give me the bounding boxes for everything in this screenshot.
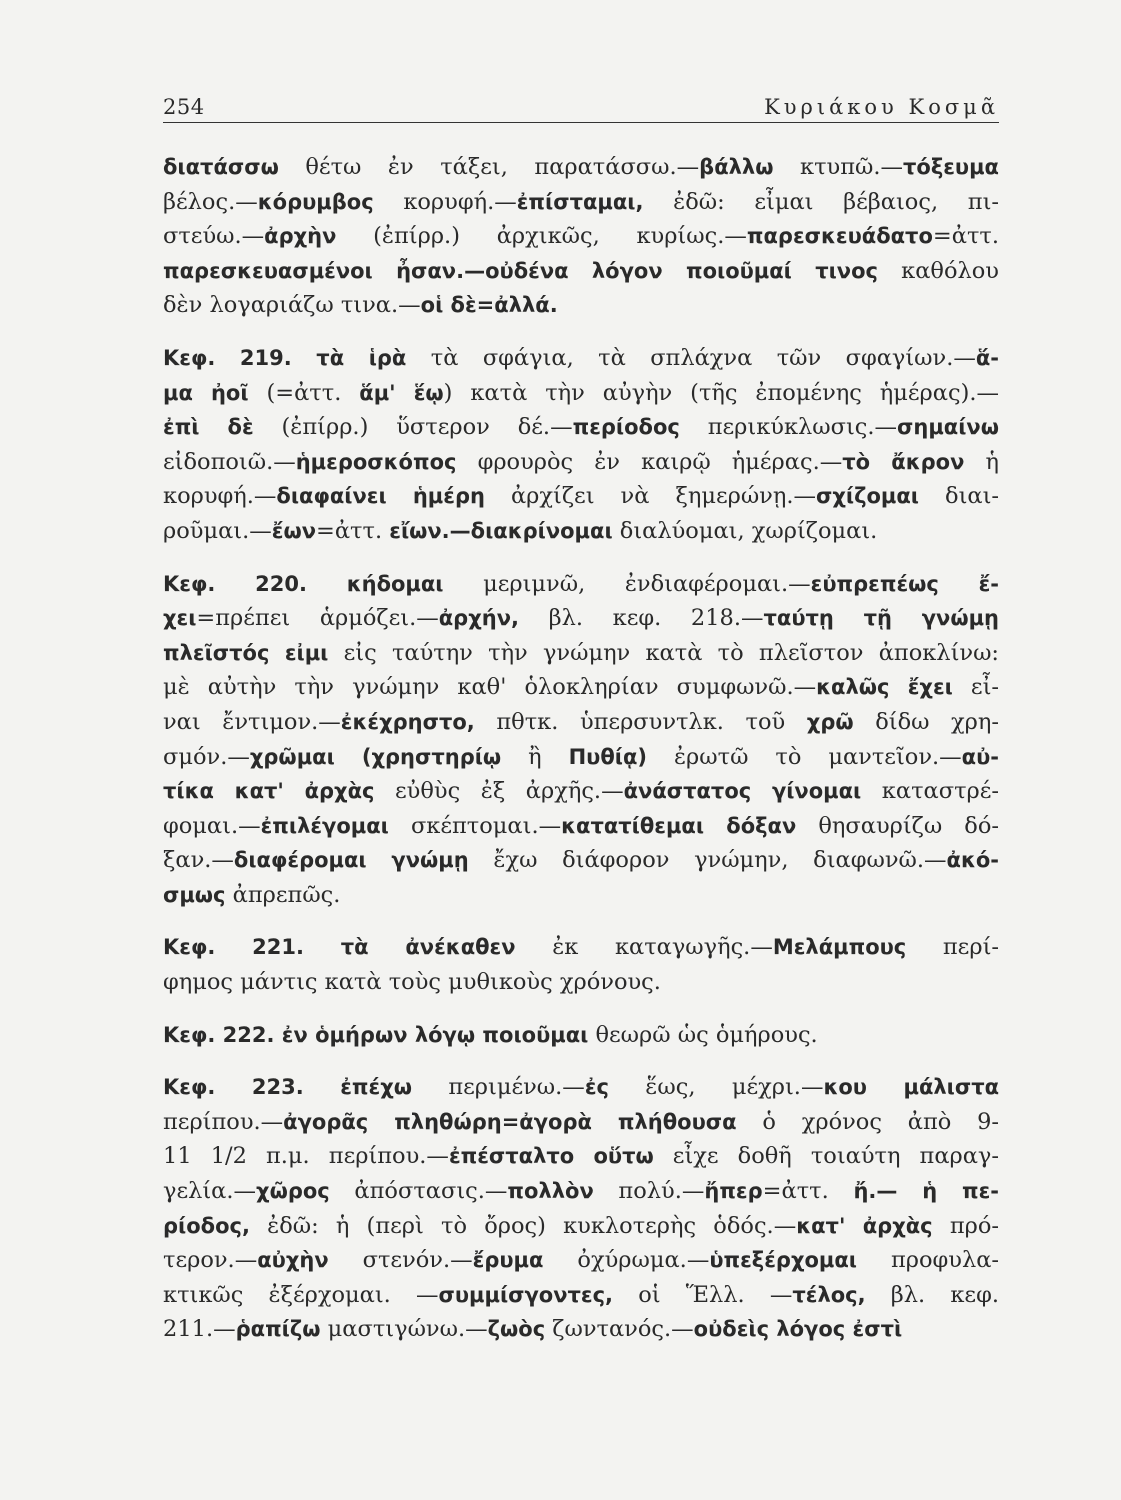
headword: Κεφ. 223. ἐπέχω [163,1075,412,1100]
gloss-text: ἔχω διάφορον γνώμην, διαφωνῶ.— [468,847,947,874]
text-line [163,288,999,323]
header-rule [163,122,999,123]
gloss-text: γελία.— [163,1178,257,1205]
gloss-text: ἀρχίζει νὰ ξημερώνῃ.— [484,483,816,510]
text-line [163,809,999,844]
paragraph-gap [163,549,999,567]
gloss-text: κτικῶς ἐξέρχομαι. — [163,1281,439,1308]
headword: κατ' ἀρχὰς [796,1213,933,1238]
headword: ἅμ' ἕῳ [359,380,444,405]
text-line [163,843,999,878]
gloss-text: ἡ [964,448,999,475]
gloss-text: φημος μάντις κατὰ τοὺς μυθικοὺς χρόνους. [163,969,661,996]
headword: Κεφ. 221. τὰ ἀνέκαθεν [163,935,516,960]
text-line [163,636,999,671]
gloss-text: ἢ [501,743,569,770]
gloss-text: περί- [906,934,999,961]
headword: σημαίνω [897,415,999,440]
headword: αὐ- [961,744,999,769]
gloss-text: σκέπτομαι.— [388,812,562,839]
gloss-text: μαστιγώνω.— [320,1316,488,1343]
gloss-text: θεωρῶ ὡς ὁμήρους. [588,1021,818,1048]
headword: ἀκό- [946,848,999,873]
gloss-text: εἶ- [952,674,999,701]
text-line [163,601,999,636]
headword: τίκα κατ' ἀρχὰς [163,779,375,804]
headword: οὐδεὶς λόγος ἐστὶ [693,1317,903,1342]
text-line [163,878,999,913]
gloss-text: φρουρὸς ἐν καιρῷ ἡμέρας.— [456,448,843,475]
gloss-text: (=ἀττ. [248,379,360,406]
text-line [163,185,999,220]
gloss-text: δὲν λογαριάζω τινα.— [163,292,421,319]
text-line [163,254,999,289]
gloss-text: κτυπῶ.— [773,154,903,180]
headword: κου μάλιστα [823,1075,999,1100]
headword: τόξευμα [902,155,999,179]
glossary-paragraph [163,341,999,549]
headword: Κεφ. 220. κήδομαι [163,571,444,596]
headword: ἅ- [975,345,999,370]
gloss-text: ξαν.— [163,847,234,874]
headword: ἀγορᾶς πληθώρη=ἀγορὰ πλήθουσα [283,1109,737,1134]
headword: ἐπὶ δὲ [163,415,254,440]
headword: εἴων.—διακρίνομαι [389,518,613,543]
headword: ὑπεξέρχομαι [709,1248,857,1273]
glossary-body [163,150,999,1347]
gloss-text: βέλος.— [163,188,258,215]
gloss-text: οἱ Ἕλλ. — [613,1281,793,1308]
gloss-text: εἶχε δοθῆ τοιαύτη παραγ- [653,1143,999,1170]
text-line [163,1174,999,1209]
paragraph-gap [163,1000,999,1018]
gloss-text: =ἀττ. [316,517,390,544]
headword: αὐχὴν [257,1248,329,1273]
gloss-text: πθτκ. ὑπερσυντλκ. τοῦ [474,708,807,735]
gloss-text: ἕως, μέχρι.— [608,1074,824,1101]
text-line [163,1105,999,1140]
gloss-text: ἀπρεπῶς. [225,881,341,908]
headword: ἐπίσταμαι, [516,189,644,214]
gloss-text: τερον.— [163,1247,258,1274]
gloss-text: εὐθὺς ἐξ ἀρχῆς.— [374,778,624,805]
gloss-text: βλ. κεφ. [865,1281,999,1308]
headword: Πυθίᾳ) [568,744,648,769]
gloss-text: ἐκ καταγωγῆς.— [515,934,773,961]
headword: ἔων [271,518,316,543]
gloss-text: καθόλου [877,257,999,284]
headword: ἔρυμα [472,1248,544,1273]
headword: διαφαίνει ἡμέρη [276,484,485,509]
headword: συμμίσγοντες, [438,1282,614,1307]
gloss-text: ναι ἔντιμον.— [163,708,341,735]
gloss-text: περιμένω.— [412,1074,585,1101]
glossary-paragraph [163,1018,999,1053]
text-line [163,1018,999,1053]
gloss-text: φομαι.— [163,812,261,839]
text-line [163,1070,999,1105]
headword: χῶρος [256,1179,330,1204]
running-title: Κυριάκου Κοσμᾶ [764,95,999,119]
text-line [163,705,999,740]
gloss-text: ἐδῶ: ἡ (περὶ τὸ ὄρος) κυκλοτερὴς ὁδός.— [249,1212,797,1239]
headword: ἐπιλέγομαι [260,813,389,838]
headword: ἀνάστατος γίνομαι [623,779,862,804]
text-line [163,774,999,809]
gloss-text: (ἐπίρρ.) ὕστερον δέ.— [253,414,573,441]
gloss-text: θέτω ἐν τάξει, παρατάσσω.— [278,154,700,180]
headword: Κεφ. 222. ἐν ὁμήρων λόγῳ ποιοῦμαι [163,1022,589,1047]
headword: ἐπέσταλτο οὕτω [448,1144,654,1169]
text-line [163,219,999,254]
gloss-text: =ἀττ. [932,223,999,250]
glossary-paragraph [163,567,999,913]
gloss-text: =ἀττ. [762,1178,854,1205]
gloss-text: ὁ χρόνος ἀπὸ 9- [736,1108,999,1135]
headword: κόρυμβος [257,189,374,214]
headword: Κεφ. 219. τὰ ἱρὰ [163,345,407,370]
gloss-text: μὲ αὐτὴν τὴν γνώμην καθ' ὁλοκληρίαν συμφωνῶ.— [163,674,817,701]
text-line [163,1278,999,1313]
gloss-text: ἐρωτῶ τὸ μαντεῖον.— [647,743,962,770]
glossary-paragraph [163,150,999,323]
gloss-text: εἰδοποιῶ.— [163,448,296,475]
gloss-text: ) κατὰ τὴν αὐγὴν (τῆς ἐπομένης ἡμέρας).— [443,379,999,406]
gloss-text: =πρέπει ἁρμόζει.— [196,605,439,632]
gloss-text: ἐδῶ: εἶμαι βέβαιος, πι- [643,188,999,215]
page-header [163,86,999,120]
text-line [163,514,999,549]
gloss-text: περικύκλωσις.— [679,414,898,441]
text-line [163,740,999,775]
headword: οἱ δὲ=ἀλλά. [420,293,558,318]
headword: σμως [163,882,226,907]
text-line [163,445,999,480]
headword: τέλος, [792,1282,866,1307]
text-line [163,341,999,376]
headword: ζωὸς [487,1317,546,1342]
gloss-text: μεριμνῶ, ἐνδιαφέρομαι.— [443,570,811,597]
text-line [163,479,999,514]
page-number: 254 [163,95,205,119]
headword: παρεσκευάδατο [746,224,933,249]
gloss-text: καταστρέ- [861,778,999,805]
headword: εὐπρεπέως ἔ- [810,571,999,596]
headword: ἐκέχρηστο, [340,709,475,734]
text-line [163,376,999,411]
text-line [163,1243,999,1278]
gloss-text: εἰς ταύτην τὴν γνώμην κατὰ τὸ πλεῖστον ἀποκλίνω: [328,639,999,666]
text-line [163,567,999,602]
headword: πολλὸν [507,1179,594,1204]
headword: ἡμεροσκόπος [295,449,457,474]
gloss-text: ὀχύρωμα.— [543,1247,710,1274]
headword: χρῶ [806,709,854,734]
text-line [163,410,999,445]
text-line [163,1139,999,1174]
gloss-text: κορυφή.— [163,483,277,510]
headword: τὸ ἄκρον [842,449,965,474]
gloss-text: διαλύομαι, χωρίζομαι. [612,517,878,544]
headword: ἀρχὴν [264,224,337,249]
gloss-text: (ἐπίρρ.) ἀρχικῶς, κυρίως.— [336,223,747,250]
gloss-text: προφυλα- [856,1247,999,1274]
headword: χει [163,606,197,631]
gloss-text: τὰ σφάγια, τὰ σπλάχνα τῶν σφαγίων.— [406,344,976,371]
headword: ἀρχήν, [438,606,519,631]
headword: ἤπερ [704,1179,763,1204]
gloss-text: 211.— [163,1316,236,1343]
headword: μα ἠοῖ [163,380,249,405]
headword: ταύτῃ τῇ γνώμῃ [763,606,999,631]
gloss-text: πρό- [932,1212,999,1239]
headword: σχίζομαι [816,484,919,509]
headword: διαφέρομαι γνώμῃ [233,848,469,873]
glossary-paragraph [163,930,999,999]
glossary-paragraph [163,1070,999,1347]
paragraph-gap [163,1052,999,1070]
gloss-text: βλ. κεφ. 218.— [519,605,764,632]
headword: χρῶμαι (χρηστηρίῳ [249,744,502,769]
headword: ῥαπίζω [235,1317,321,1342]
headword: περίοδος [572,415,680,440]
gloss-text: περίπου.— [163,1108,284,1135]
headword: πλεῖστός εἰμι [163,640,329,665]
headword: παρεσκευασμένοι ἦσαν.—οὐδένα λόγον ποιοῦμαί τινος [163,258,878,283]
gloss-text: διαι- [918,483,999,510]
gloss-text: στεύω.— [163,223,265,250]
headword: Μελάμπους [772,935,907,960]
headword: ρίοδος, [163,1213,250,1238]
headword: διατάσσω [163,155,279,179]
text-line [163,670,999,705]
gloss-text: στενόν.— [328,1247,473,1274]
text-line [163,1209,999,1244]
headword: ἤ.— ἡ πε- [853,1179,999,1204]
gloss-text: ζωντανός.— [545,1316,694,1343]
headword: βάλλω [699,155,774,179]
gloss-text: σμόν.— [163,743,250,770]
headword: ἐς [584,1075,609,1100]
gloss-text: 11 1/2 π.μ. περίπου.— [163,1143,449,1170]
paragraph-gap [163,323,999,341]
gloss-text: δίδω χρη- [853,708,999,735]
headword: καλῶς ἔχει [816,675,953,700]
text-line [163,150,999,185]
gloss-text: πολύ.— [593,1178,705,1205]
gloss-text: ἀπόστασις.— [329,1178,508,1205]
text-line [163,930,999,965]
headword: κατατίθεμαι δόξαν [561,813,797,838]
paragraph-gap [163,912,999,930]
text-line [163,1312,999,1347]
gloss-text: ροῦμαι.— [163,517,272,544]
text-line [163,965,999,1000]
gloss-text: θησαυρίζω δό- [796,812,999,839]
gloss-text: κορυφή.— [373,188,517,215]
